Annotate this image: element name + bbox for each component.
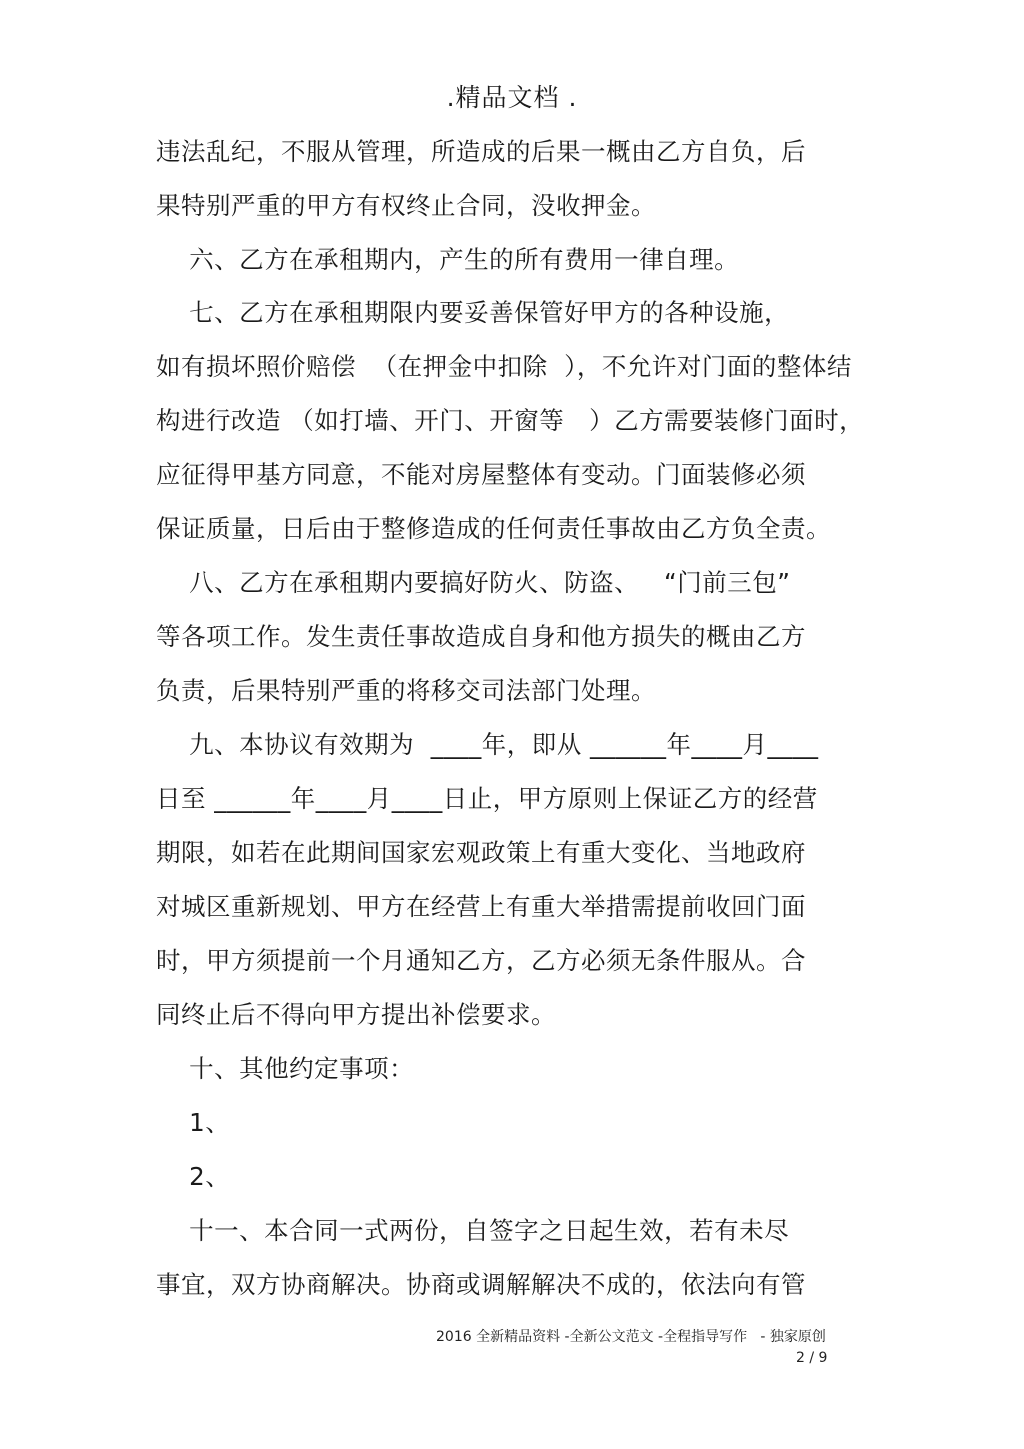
- body-line: 八、乙方在承租期内要搞好防火、防盗、 “门前三包”: [156, 568, 791, 597]
- body-line: 1、: [156, 1108, 231, 1137]
- body-line: 构进行改造 （如打墙、开门、开窗等 ）乙方需要装修门面时，: [156, 406, 865, 435]
- body-line: 保证质量，日后由于整修造成的任何责任事故由乙方负全责。: [156, 514, 831, 543]
- body-line: 六、乙方在承租期内，产生的所有费用一律自理。: [156, 245, 740, 274]
- body-line: 日至 ______年____月____日止，甲方原则上保证乙方的经营: [156, 784, 818, 813]
- body-line: 期限，如若在此期间国家宏观政策上有重大变化、当地政府: [156, 838, 806, 867]
- body-line: 违法乱纪，不服从管理，所造成的后果一概由乙方自负，后: [156, 137, 806, 166]
- body-line: 果特别严重的甲方有权终止合同，没收押金。: [156, 191, 656, 220]
- body-line: 2、: [156, 1162, 231, 1191]
- body-line: 十、其他约定事项：: [156, 1054, 415, 1083]
- body-line: 负责，后果特别严重的将移交司法部门处理。: [156, 676, 656, 705]
- body-line: 事宜，双方协商解决。协商或调解解决不成的，依法向有管: [156, 1270, 806, 1299]
- body-line: 对城区重新规划、甲方在经营上有重大举措需提前收回门面: [156, 892, 806, 921]
- page-header: .精品文档 .: [446, 83, 578, 112]
- body-line: 时，甲方须提前一个月通知乙方，乙方必须无条件服从。合: [156, 946, 806, 975]
- body-line: 如有损坏照价赔偿 （在押金中扣除 ），不允许对门面的整体结: [156, 352, 852, 381]
- page-number: 2 / 9: [796, 1350, 828, 1366]
- body-line: 应征得甲基方同意，不能对房屋整体有变动。门面装修必须: [156, 460, 806, 489]
- page-footer: 2016 全新精品资料 -全新公文范文 -全程指导写作 - 独家原创: [436, 1329, 826, 1345]
- body-line: 九、本协议有效期为 ____年，即从 ______年____月____: [156, 730, 819, 759]
- body-line: 等各项工作。发生责任事故造成自身和他方损失的概由乙方: [156, 622, 806, 651]
- body-line: 同终止后不得向甲方提出补偿要求。: [156, 1000, 556, 1029]
- body-line: 十一、本合同一式两份，自签字之日起生效，若有未尽: [156, 1216, 790, 1245]
- body-line: 七、乙方在承租期限内要妥善保管好甲方的各种设施，: [156, 298, 790, 327]
